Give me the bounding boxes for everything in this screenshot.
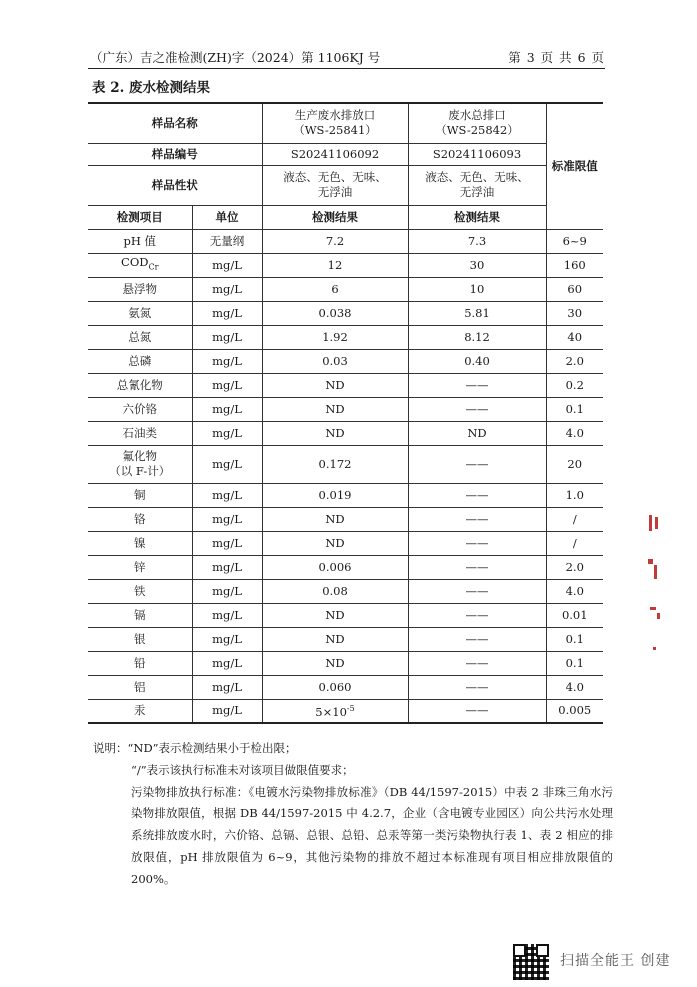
table-row (88, 253, 603, 277)
limit-cell: 4.0 (546, 675, 603, 699)
unit-cell: mg/L (192, 277, 262, 301)
row-sample-no (88, 143, 603, 165)
limit-cell: / (546, 531, 603, 555)
result-1-cell: 6 (262, 277, 408, 301)
table-row (88, 325, 603, 349)
table-row (88, 373, 603, 397)
result-2-cell: —— (408, 531, 546, 555)
result-2-cell: —— (408, 507, 546, 531)
limit-cell: 0.1 (546, 651, 603, 675)
table-row (88, 421, 603, 445)
unit-cell: 无量纲 (192, 229, 262, 253)
result-1-cell: ND (262, 651, 408, 675)
result-1-cell: ND (262, 421, 408, 445)
row-sample-nature (88, 165, 603, 205)
limit-cell: 1.0 (546, 483, 603, 507)
result-2-cell: —— (408, 445, 546, 483)
unit-cell: mg/L (192, 675, 262, 699)
unit-cell: mg/L (192, 421, 262, 445)
item-cell: 悬浮物 (88, 277, 192, 301)
limit-cell: 160 (546, 253, 603, 277)
limit-cell: 2.0 (546, 555, 603, 579)
result-2-cell: 0.40 (408, 349, 546, 373)
item-cell: 六价铬 (88, 397, 192, 421)
table-row (88, 349, 603, 373)
note-nd: 说明：“ND”表示检测结果小于检出限； (93, 741, 297, 755)
unit-cell: mg/L (192, 349, 262, 373)
result-2-cell: 30 (408, 253, 546, 277)
limit-cell: 0.1 (546, 397, 603, 421)
item-cell: 铅 (88, 651, 192, 675)
table-row (88, 531, 603, 555)
result-2-cell: 10 (408, 277, 546, 301)
unit-cell: mg/L (192, 555, 262, 579)
result-2-cell: —— (408, 603, 546, 627)
item-cell: 总磷 (88, 349, 192, 373)
unit-cell: mg/L (192, 507, 262, 531)
result-1-cell: 0.038 (262, 301, 408, 325)
sample-name-label: 样品名称 (88, 103, 262, 143)
unit-cell: mg/L (192, 397, 262, 421)
sample-nature-label: 样品性状 (88, 165, 262, 205)
result-2-cell: —— (408, 651, 546, 675)
table-row (88, 603, 603, 627)
result-1-cell: 0.03 (262, 349, 408, 373)
row-sample-name (88, 103, 603, 143)
sample-2-name: 废水总排口 （WS-25842） (408, 103, 546, 143)
item-cell: 锌 (88, 555, 192, 579)
result-1-cell: 0.006 (262, 555, 408, 579)
limit-cell: / (546, 507, 603, 531)
table-title: 表 2. 废水检测结果 (92, 80, 210, 96)
item-cell: 总氰化物 (88, 373, 192, 397)
result-2-cell: —— (408, 675, 546, 699)
table-row (88, 651, 603, 675)
result-1-cell: 0.019 (262, 483, 408, 507)
sample-no-label: 样品编号 (88, 143, 262, 165)
item-cell: 石油类 (88, 421, 192, 445)
result-1-cell: ND (262, 373, 408, 397)
sample-1-nature: 液态、无色、无味、 无浮油 (262, 165, 408, 205)
note-slash: “/”表示该执行标准未对该项目做限值要求； (131, 762, 354, 777)
wastewater-results-table (88, 102, 603, 724)
item-cell: 总氮 (88, 325, 192, 349)
result-1-cell: 0.172 (262, 445, 408, 483)
result-2-cell: —— (408, 397, 546, 421)
table-row (88, 445, 603, 483)
item-cell: 铁 (88, 579, 192, 603)
result-2-cell: —— (408, 555, 546, 579)
result-2-cell: ND (408, 421, 546, 445)
result-2-cell: 8.12 (408, 325, 546, 349)
limit-cell: 0.005 (546, 699, 603, 723)
limit-cell: 30 (546, 301, 603, 325)
unit-cell: mg/L (192, 627, 262, 651)
seal-edge-marks (645, 515, 665, 655)
unit-cell: mg/L (192, 651, 262, 675)
sample-2-nature: 液态、无色、无味、 无浮油 (408, 165, 546, 205)
sample-2-no: S20241106093 (408, 143, 546, 165)
table-row (88, 675, 603, 699)
unit-cell: mg/L (192, 699, 262, 723)
result-1-cell: ND (262, 397, 408, 421)
unit-cell: mg/L (192, 531, 262, 555)
standard-limit-label: 标准限值 (546, 103, 603, 229)
sample-1-name: 生产废水排放口 （WS-25841） (262, 103, 408, 143)
result-1-cell: ND (262, 531, 408, 555)
table-row (88, 397, 603, 421)
result-header-2: 检测结果 (408, 205, 546, 229)
item-cell: 铜 (88, 483, 192, 507)
unit-cell: mg/L (192, 579, 262, 603)
result-2-cell: —— (408, 483, 546, 507)
item-cell: 镍 (88, 531, 192, 555)
result-2-cell: —— (408, 627, 546, 651)
limit-cell: 6~9 (546, 229, 603, 253)
result-2-cell: —— (408, 579, 546, 603)
result-1-cell: 0.08 (262, 579, 408, 603)
result-1-cell: 1.92 (262, 325, 408, 349)
table-row (88, 555, 603, 579)
limit-cell: 2.0 (546, 349, 603, 373)
table-row (88, 579, 603, 603)
result-1-cell: 12 (262, 253, 408, 277)
page-number: 第 3 页 共 6 页 (508, 50, 605, 65)
item-cell: 镉 (88, 603, 192, 627)
limit-cell: 40 (546, 325, 603, 349)
limit-cell: 0.1 (546, 627, 603, 651)
unit-cell: mg/L (192, 483, 262, 507)
unit-cell: mg/L (192, 445, 262, 483)
unit-header: 单位 (192, 205, 262, 229)
unit-cell: mg/L (192, 325, 262, 349)
scanner-watermark: 扫描全能王 创建 (560, 953, 671, 969)
result-1-cell: ND (262, 627, 408, 651)
result-header-1: 检测结果 (262, 205, 408, 229)
item-cell: 银 (88, 627, 192, 651)
table-row (88, 229, 603, 253)
item-cell: $COD_{Cr}$ (88, 253, 192, 277)
table-row (88, 627, 603, 651)
table-row (88, 699, 603, 723)
item-cell: 汞 (88, 699, 192, 723)
limit-cell: 0.2 (546, 373, 603, 397)
limit-cell: 4.0 (546, 579, 603, 603)
note-standard: 污染物排放执行标准：《电镀水污染物排放标准》（DB 44/1597-2015）中表 2 非珠三角水污染物排放限值，根据 DB 44/1597-2015 中 4.2.7，企业（含电镀专业园区）向公共污水处理系统排放废水时，六价铬、总镉、总银、总铅、总汞等第一类污染物执行表 1、表 2 相应的排放限值，pH 排放限值为 6~9，其他污染物的排放不超过本标准现有项目相应排放限值的 200%。 (131, 784, 613, 886)
table-row (88, 277, 603, 301)
unit-cell: mg/L (192, 301, 262, 325)
result-1-cell: 7.2 (262, 229, 408, 253)
unit-cell: mg/L (192, 603, 262, 627)
result-2-cell: 5.81 (408, 301, 546, 325)
row-column-headers (88, 205, 603, 229)
table-row (88, 507, 603, 531)
report-number: （广东）吉之准检测(ZH)字（2024）第 1106KJ 号 (90, 50, 381, 65)
item-cell: 氟化物 （以 F-计） (88, 445, 192, 483)
result-1-cell: ND (262, 507, 408, 531)
unit-cell: mg/L (192, 373, 262, 397)
item-cell: 铬 (88, 507, 192, 531)
item-cell: 铝 (88, 675, 192, 699)
table-row (88, 483, 603, 507)
limit-cell: 20 (546, 445, 603, 483)
limit-cell: 60 (546, 277, 603, 301)
qr-code-icon (513, 944, 549, 980)
sample-1-no: S20241106092 (262, 143, 408, 165)
result-1-cell: 0.060 (262, 675, 408, 699)
item-header: 检测项目 (88, 205, 192, 229)
result-1-cell: $5\times 10^{-5}$ (262, 699, 408, 723)
result-2-cell: 7.3 (408, 229, 546, 253)
page-header (88, 44, 605, 69)
result-2-cell: —— (408, 373, 546, 397)
limit-cell: 4.0 (546, 421, 603, 445)
table-row (88, 301, 603, 325)
result-1-cell: ND (262, 603, 408, 627)
item-cell: 氨氮 (88, 301, 192, 325)
notes (93, 738, 613, 891)
unit-cell: mg/L (192, 253, 262, 277)
limit-cell: 0.01 (546, 603, 603, 627)
result-2-cell: —— (408, 699, 546, 723)
item-cell: pH 值 (88, 229, 192, 253)
